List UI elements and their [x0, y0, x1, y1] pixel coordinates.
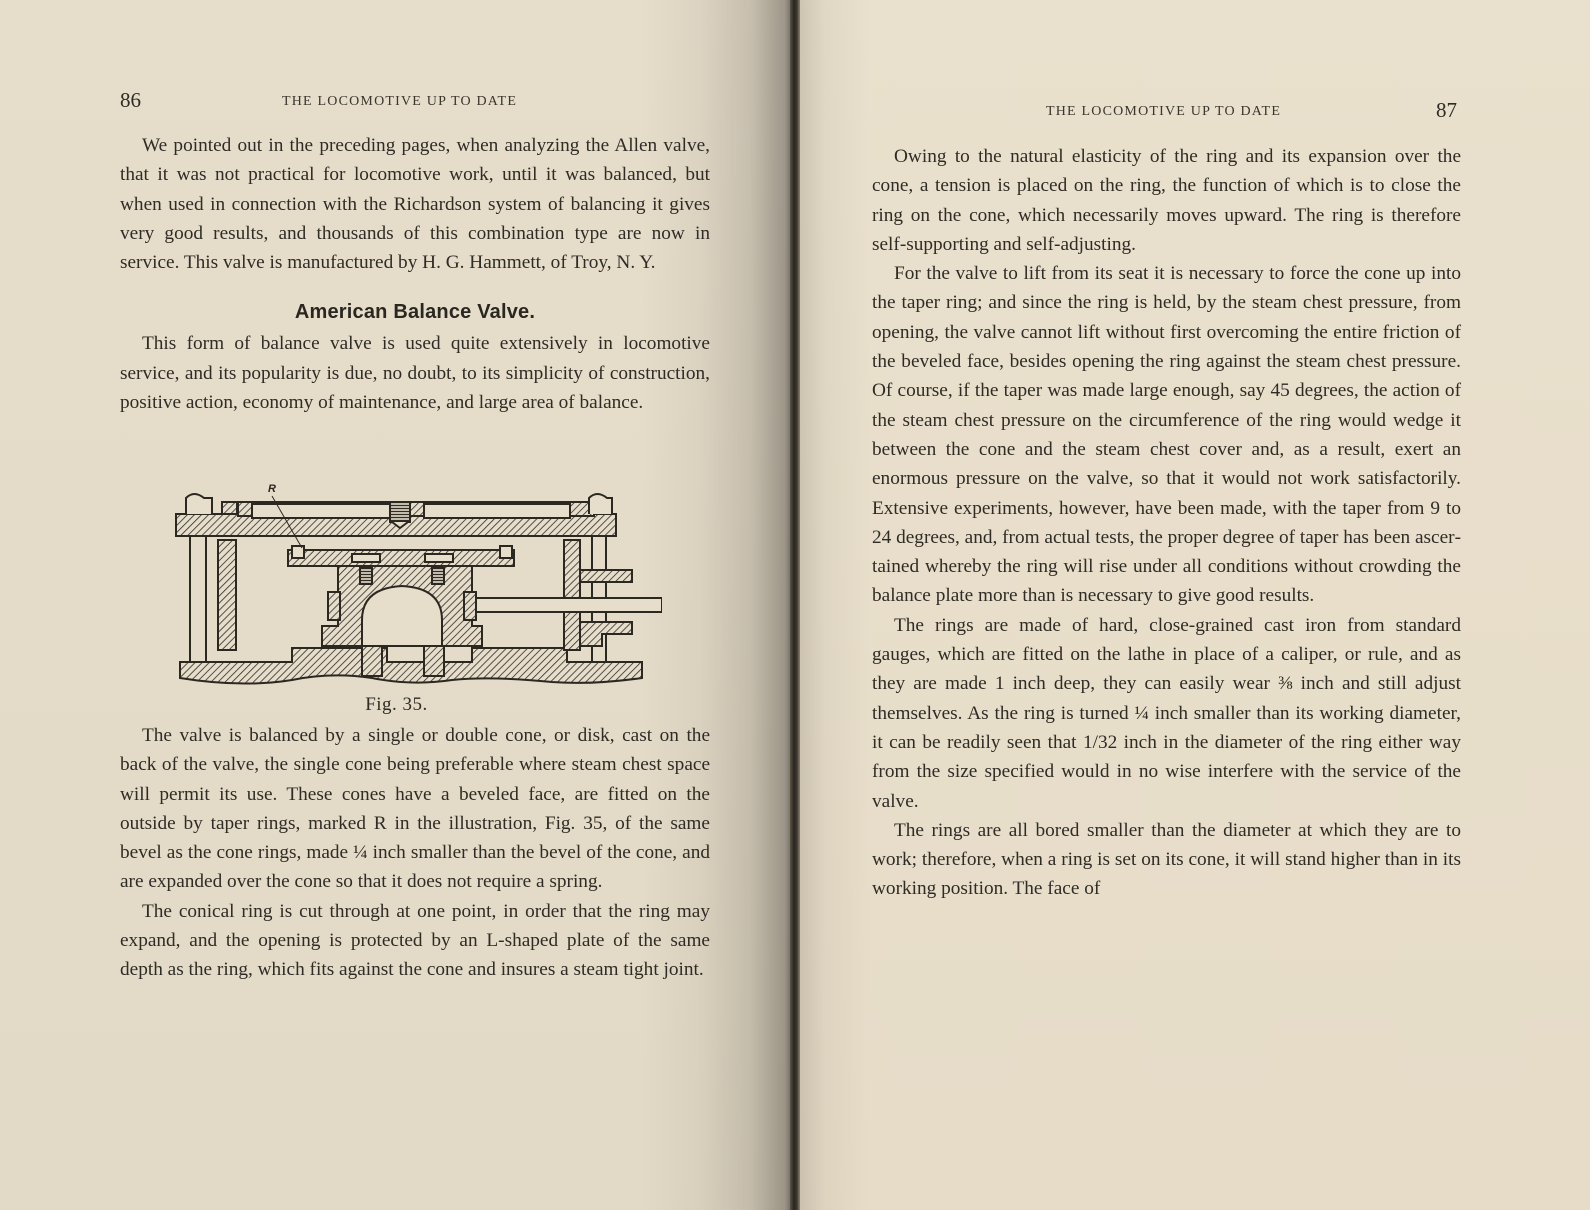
paragraph: This form of balance valve is used quite extensively in locomotive service, and its popularity is due, no doubt, to its simplicity of construction, positive action, economy of maintenance, and large area of balance. [120, 333, 710, 414]
running-head-left: THE LOCOMOTIVE UP TO DATE [282, 94, 518, 109]
paragraph: For the valve to lift from its seat it is necessary to force the cone up into the taper ring; and since the ring is held, by the steam chest pressure, from opening, the valve cannot lift without first overcoming the entire friction of the beveled face, besides opening the ring against the steam chest pressure. Of course, if the taper was made large enough, say 45 degrees, the action of the steam chest pressure on the circumference of the ring would wedge it between the cone and the steam chest cover and, as a result, exert an enormous pressure on the valve, so that it would not work satisfactorily. Extensive experiments, however, have been made, with the taper from 9 to 24 degrees, and, from actual tests, the proper degree of taper has been ascertained whereby the ring will rise under all conditions without crowding the balance plate more than is necessary to give good results. [872, 263, 1461, 607]
paragraph: The rings are all bored smaller than the diameter at which they are to work; therefore, when a ring is set on its cone, it will stand higher than in its working position. The face of [872, 819, 1461, 900]
left-text-bottom [120, 721, 710, 985]
paragraph: The valve is balanced by a single or double cone, or disk, cast on the back of the valve, the single cone being preferable where steam chest space will permit its use. These cones have a beveled face, are fitted on the outside by taper rings, marked R in the illustration, Fig. 35, of the same bevel as the cone rings, made ¼ inch smaller than the bevel of the cone, and are expanded over the cone so that it does not require a spring. [120, 725, 710, 893]
page-number-left: 86 [120, 88, 141, 112]
figure-label-r: R [268, 483, 276, 495]
paragraph: The conical ring is cut through at one point, in order that the ring may expand, and the opening is protected by an L-shaped plate of the same depth as the ring, which fits against the cone and insures a steam tight joint. [120, 900, 710, 981]
page-number-right: 87 [1436, 98, 1457, 122]
paragraph: The rings are made of hard, close-grained cast iron from standard gauges, which are fitted on the lathe in place of a caliper, or rule, and as they are made 1 inch deep, they can easily wear ⅜ inch and still adjust themselves. As the ring is turned ¼ inch smaller than its working diameter, it can be readily seen that 1/32 inch in the diameter of the ring either way from the size specified would in no wise interfere with the service of the valve. [872, 614, 1461, 812]
paragraph: Owing to the natural elasticity of the ring and its expansion over the cone, a tension is placed on the ring, the function of which is to close the ring on the cone, which necessarily moves upward. The ring is therefore self-supporting and self-adjusting. [872, 146, 1461, 255]
figure-caption: Fig. 35. [365, 694, 428, 715]
paragraph: We pointed out in the preceding pages, when analyzing the Allen valve, that it was not practical for locomotive work, until it was balanced, but when used in connection with the Richardson system of balancing it gives very good results, and thousands of this combination type are now in service. This valve is manufactured by H. G. Hammett, of Troy, N. Y. [120, 135, 710, 274]
book-gutter [790, 0, 800, 1210]
left-text-top [120, 131, 710, 417]
section-heading: American Balance Valve. [294, 301, 536, 324]
right-text [872, 142, 1461, 904]
figure-35-valve-diagram [172, 480, 662, 695]
right-page [800, 0, 1590, 1210]
left-page [0, 0, 793, 1210]
running-head-right: THE LOCOMOTIVE UP TO DATE [1046, 104, 1282, 119]
